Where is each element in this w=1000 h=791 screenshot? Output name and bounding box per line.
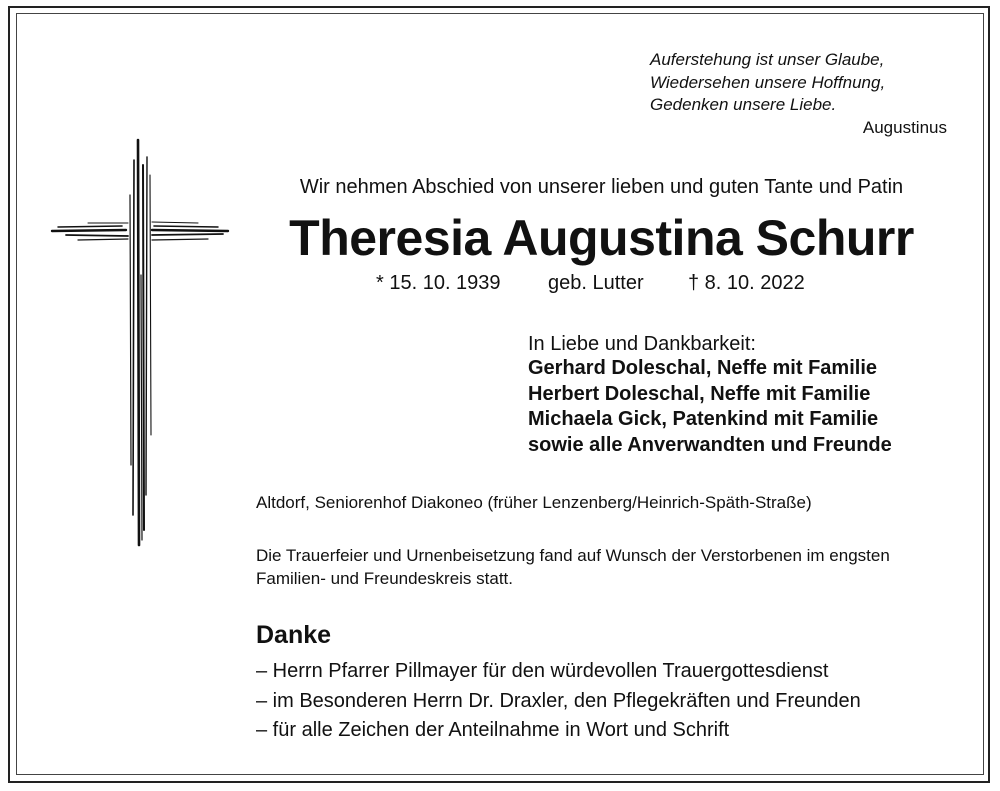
death-date: † 8. 10. 2022	[688, 272, 805, 294]
quote	[650, 49, 885, 117]
mourners-list	[528, 356, 892, 458]
mourners-intro: In Liebe und Dankbarkeit:	[528, 333, 756, 355]
maiden-name: geb. Lutter	[548, 272, 644, 294]
danke-item: – im Besonderen Herrn Dr. Draxler, den Pflegekräften und Freunden	[256, 689, 861, 712]
quote-line: Auferstehung ist unser Glaube,	[650, 50, 885, 69]
birth-date: * 15. 10. 1939	[376, 272, 501, 294]
quote-author: Augustinus	[862, 118, 947, 137]
mourner-entry: sowie alle Anverwandten und Freunde	[528, 433, 892, 456]
life-dates	[376, 272, 805, 295]
place-text: Altdorf, Seniorenhof Diakoneo (früher Lenzenberg/Heinrich-Späth-Straße)	[256, 493, 812, 512]
danke-item: – Herrn Pfarrer Pillmayer für den würdevollen Trauergottesdienst	[256, 660, 829, 682]
ceremony-text: Die Trauerfeier und Urnenbeisetzung fand auf Wunsch der Verstorbenen im engsten Familien- und Freundeskreis statt.	[256, 546, 890, 588]
intro-text: Wir nehmen Abschied von unserer lieben und guten Tante und Patin	[299, 176, 904, 198]
danke-list	[256, 657, 861, 746]
mourner-entry: Michaela Gick, Patenkind mit Familie	[528, 408, 879, 430]
danke-heading: Danke	[256, 621, 332, 649]
quote-line: Gedenken unsere Liebe.	[650, 95, 837, 114]
mourner-entry: Herbert Doleschal, Neffe mit Familie	[528, 382, 871, 405]
cross-icon	[48, 135, 232, 550]
danke-item: – für alle Zeichen der Anteilnahme in Wort und Schrift	[256, 719, 730, 741]
deceased-name: Theresia Augustina Schurr	[289, 210, 914, 266]
quote-line: Wiedersehen unsere Hoffnung,	[650, 72, 886, 92]
mourner-entry: Gerhard Doleschal, Neffe mit Familie	[528, 357, 877, 379]
